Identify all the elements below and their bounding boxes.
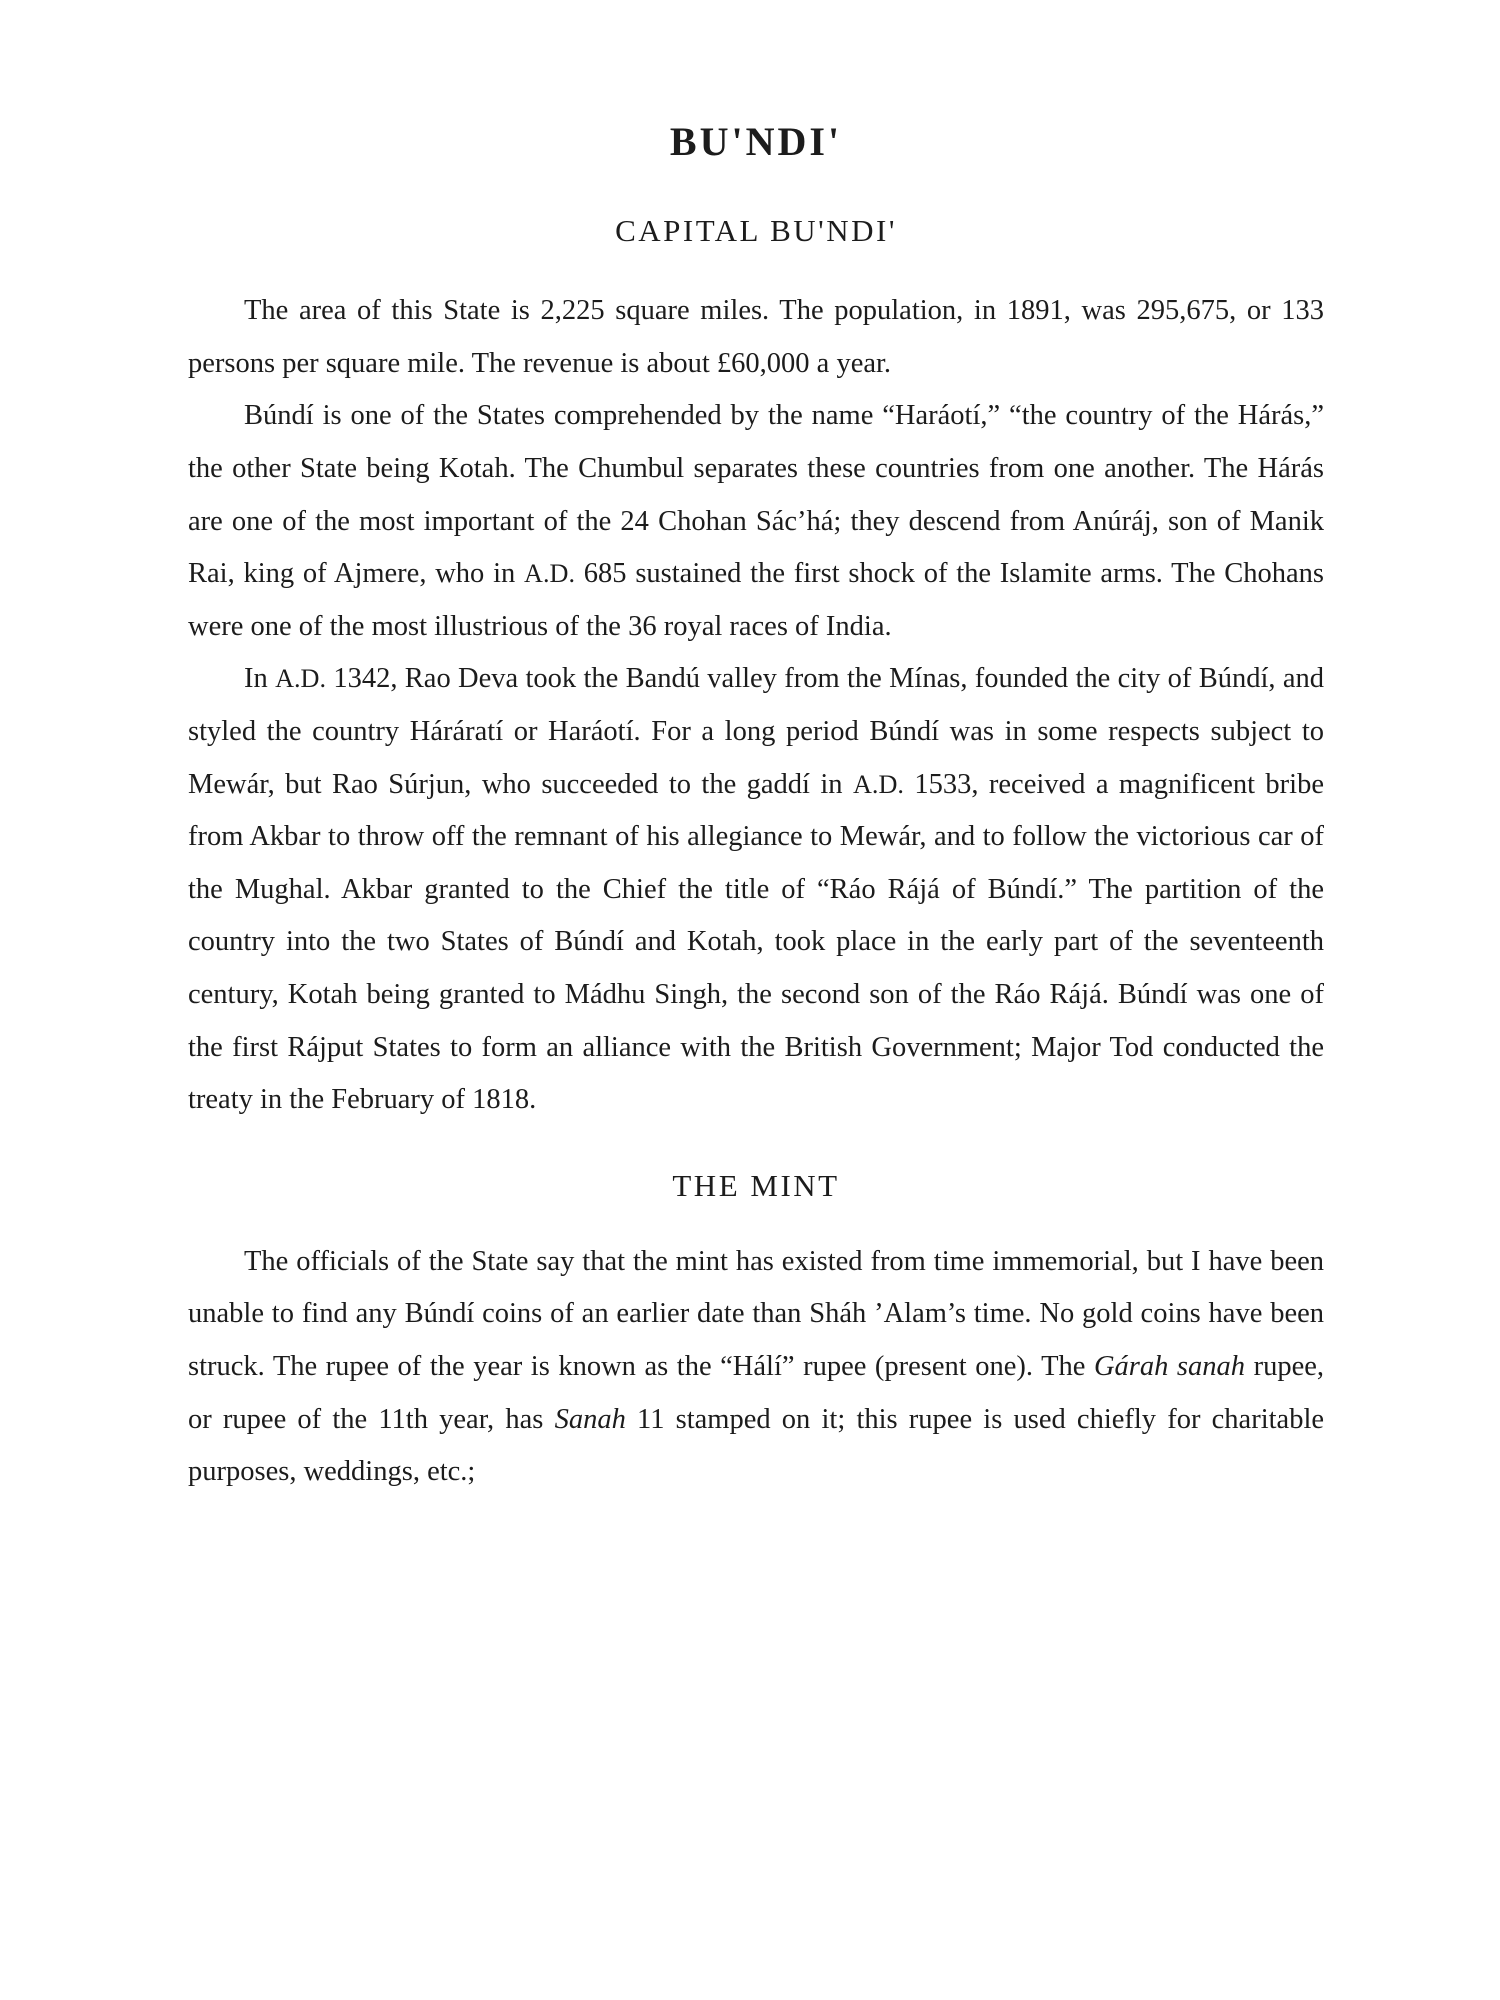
era-abbrev: A.D.: [524, 559, 576, 589]
era-abbrev: A.D.: [275, 664, 327, 694]
section-heading-mint: THE MINT: [672, 1167, 840, 1203]
document-page: [188, 118, 1324, 1938]
text-run: In: [244, 663, 276, 695]
text-run: The area of this State is 2,225 square miles. The population, in 1891, was 295,675, or 133 persons per square mile. The revenue is about £60,000 a year.: [188, 295, 1324, 379]
paragraph: [188, 390, 1324, 653]
page-subtitle: CAPITAL BU'NDI': [615, 213, 897, 248]
paragraph: [188, 653, 1324, 1126]
italic-term: Gárah sanah: [1093, 1351, 1246, 1383]
intro-section: [188, 285, 1324, 1127]
mint-section: [188, 1236, 1324, 1499]
text-run: Búndí is one of the States comprehended by the name “Haráotí,” “the country of the Hárás,” the other State being Kotah. The Chumbul separates these countries from one another. The Hárás are one of the most important of the 24 Chohan Sác’há; they descend from Anúráj, son of Manik Rai, king of Ajmere, who in: [188, 400, 1324, 590]
text-run: 11 stamped on it; this rupee is used chiefly for charitable purposes, weddings, etc.;: [188, 1403, 1324, 1488]
italic-term: Sanah: [554, 1403, 626, 1435]
page-title: BU'NDI': [669, 119, 843, 164]
paragraph: [188, 1236, 1324, 1499]
text-run: The officials of the State say that the mint has existed from time immemorial, but I have been unable to find any Búndí coins of an earlier date than Sháh ’Alam’s time. No gold coins have been struck. The rupee of the year is known as the “Hálí” rupee (present one). The: [188, 1245, 1324, 1383]
text-run: 685 sustained the first shock of the Islamite arms. The Chohans were one of the most illustrious of the 36 royal races of India.: [188, 558, 1324, 642]
text-run: rupee, or rupee of the 11th year, has: [188, 1351, 1324, 1435]
era-abbrev: A.D.: [852, 769, 904, 799]
text-run: 1533, received a magnificent bribe from Akbar to throw off the remnant of his allegiance to Mewár, and to follow the victorious car of the Mughal. Akbar granted to the Chief the title of “Ráo Rájá of Búndí.” The partition of the country into the two States of Búndí and Kotah, took place in the early part of the seventeenth century, Kotah being granted to Mádhu Singh, the second son of the Ráo Rájá. Búndí was one of the first Rájput States to form an alliance with the British Government; Major Tod conducted the treaty in the February of 1818.: [188, 768, 1324, 1116]
text-run: 1342, Rao Deva took the Bandú valley from the Mínas, founded the city of Búndí, and styled the country Háráratí or Haráotí. For a long period Búndí was in some respects subject to Mewár, but Rao Súrjun, who succeeded to the gaddí in: [188, 663, 1324, 800]
paragraph: [188, 285, 1324, 390]
